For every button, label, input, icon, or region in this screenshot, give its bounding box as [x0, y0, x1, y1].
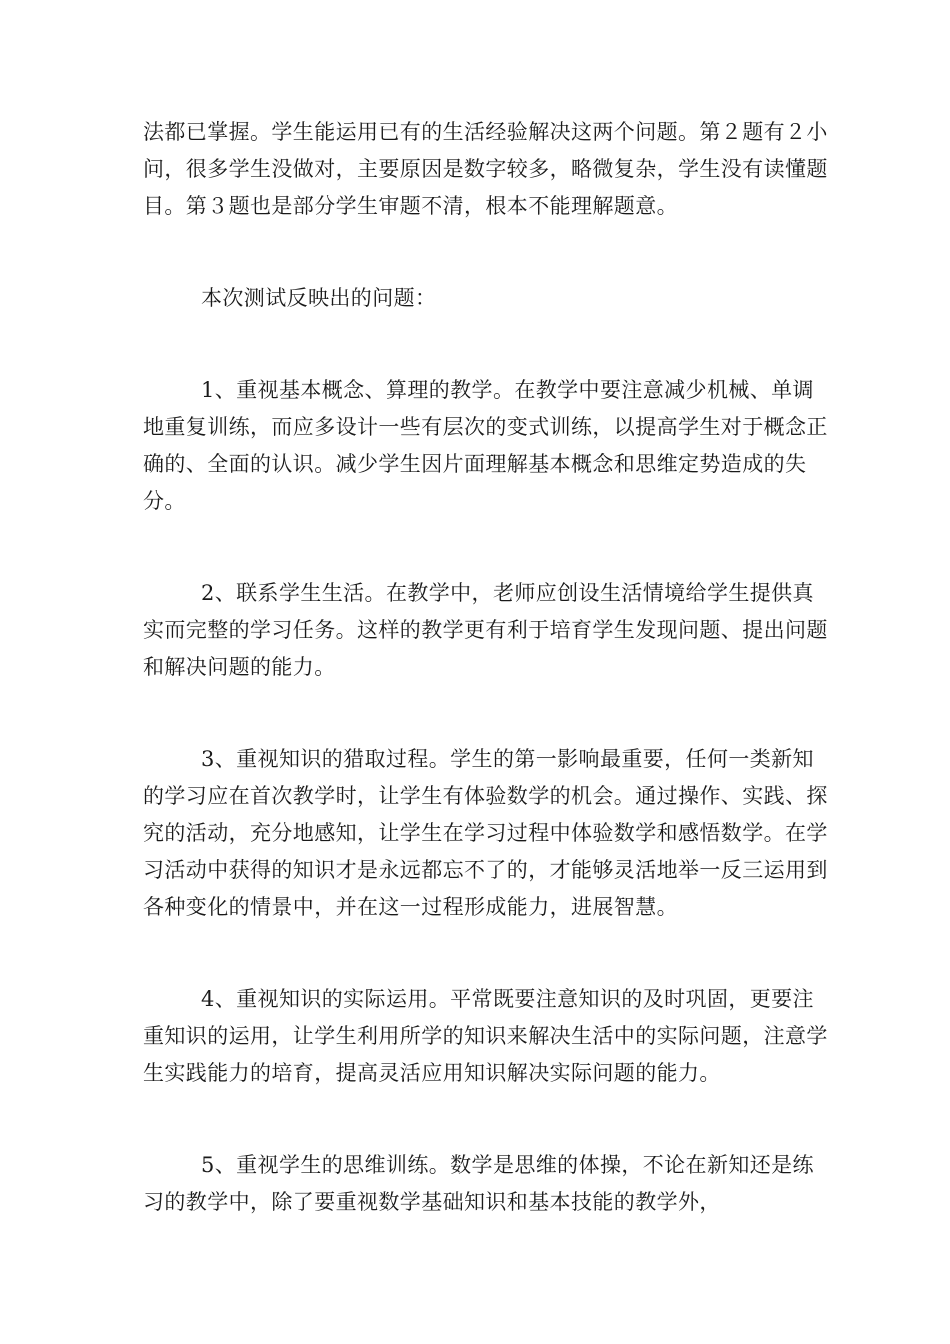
- paragraph-point-1: 1、重视基本概念、算理的教学。在教学中要注意减少机械、单调地重复训练，而应多设计一些有层次的变式训练，以提高学生对于概念正确的、全面的认识。减少学生因片面理解基本概念和思维定势造成的失分。: [143, 378, 828, 513]
- paragraph-point-4: 4、重视知识的实际运用。平常既要注意知识的及时巩固，更要注重知识的运用，让学生利用所学的知识来解决生活中的实际问题，注意学生实践能力的培育，提高灵活应用知识解决实际问题的能力。: [143, 987, 828, 1085]
- paragraph-point-5: 5、重视学生的思维训练。数学是思维的体操，不论在新知还是练习的教学中，除了要重视数学基础知识和基本技能的教学外，: [143, 1153, 814, 1214]
- document-body: [143, 114, 833, 1276]
- paragraph-point-2: 2、联系学生生活。在教学中，老师应创设生活情境给学生提供真实而完整的学习任务。这样的教学更有利于培育学生发现问题、提出问题和解决问题的能力。: [143, 581, 828, 679]
- paragraph-continuation: 法都已掌握。学生能运用已有的生活经验解决这两个问题。第２题有２小问，很多学生没做对，主要原因是数字较多，略微复杂，学生没有读懂题目。第３题也是部分学生审题不清，根本不能理解题意。: [143, 120, 828, 218]
- paragraph-point-3: 3、重视知识的猎取过程。学生的第一影响最重要，任何一类新知的学习应在首次教学时，让学生有体验数学的机会。通过操作、实践、探究的活动，充分地感知，让学生在学习过程中体验数学和感悟数学。在学习活动中获得的知识才是永远都忘不了的，才能够灵活地举一反三运用到各种变化的情景中，并在这一过程形成能力，进展智慧。: [143, 747, 828, 919]
- paragraph-problems-heading: 本次测试反映出的问题：: [201, 286, 437, 310]
